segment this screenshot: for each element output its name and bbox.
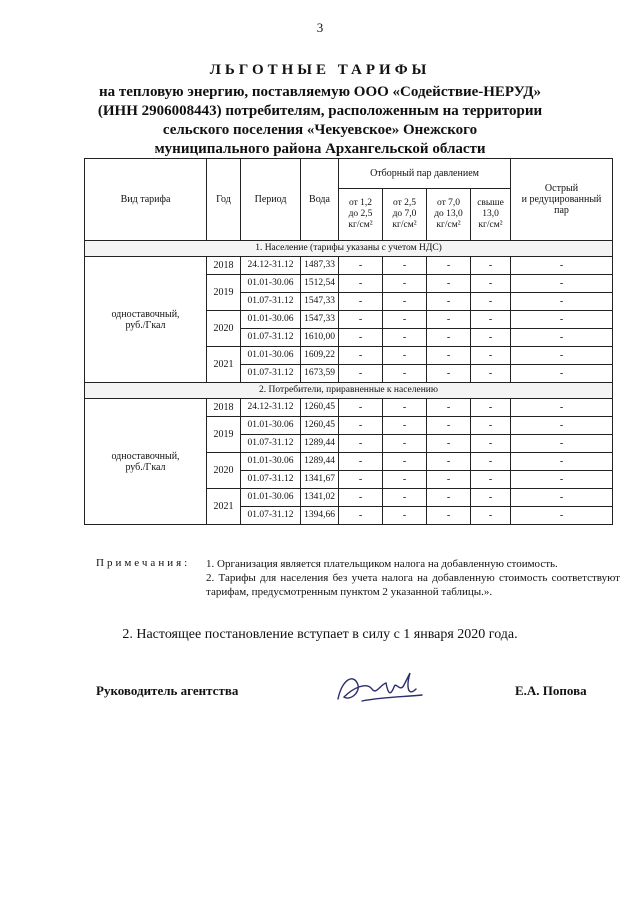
header-steam-1: от 1,2 до 2,5 кг/см² bbox=[339, 189, 383, 241]
year-cell: 2020 bbox=[207, 453, 241, 489]
subtitle-line-2: (ИНН 2906008443) потребителям, расположенным на территории bbox=[97, 103, 543, 119]
empty-tariff-cell: - bbox=[471, 471, 511, 489]
tariff-table bbox=[84, 158, 613, 525]
subtitle-line-3: сельского поселения «Чекуевское» Онежского bbox=[162, 122, 478, 138]
empty-tariff-cell: - bbox=[383, 275, 427, 293]
empty-tariff-cell: - bbox=[471, 489, 511, 507]
empty-tariff-cell: - bbox=[511, 293, 613, 311]
empty-tariff-cell: - bbox=[511, 329, 613, 347]
year-cell: 2020 bbox=[207, 311, 241, 347]
water-tariff-cell: 1547,33 bbox=[301, 293, 339, 311]
period-cell: 01.07-31.12 bbox=[241, 507, 301, 525]
period-cell: 01.01-30.06 bbox=[241, 347, 301, 365]
note-item-2: 2. Тарифы для населения без учета налога на добавленную стоимость соответствуют тарифам, предусмотренным пунктом 2 указанной таблицы.». bbox=[206, 572, 620, 598]
notes-label: Примечания: bbox=[96, 557, 191, 569]
year-cell: 2019 bbox=[207, 417, 241, 453]
empty-tariff-cell: - bbox=[339, 489, 383, 507]
empty-tariff-cell: - bbox=[427, 435, 471, 453]
signer-title: Руководитель агентства bbox=[96, 683, 239, 698]
period-cell: 01.01-30.06 bbox=[241, 489, 301, 507]
empty-tariff-cell: - bbox=[471, 347, 511, 365]
table-row bbox=[85, 399, 613, 417]
water-tariff-cell: 1673,59 bbox=[301, 365, 339, 383]
empty-tariff-cell: - bbox=[383, 471, 427, 489]
water-tariff-cell: 1260,45 bbox=[301, 399, 339, 417]
period-cell: 24.12-31.12 bbox=[241, 399, 301, 417]
empty-tariff-cell: - bbox=[427, 275, 471, 293]
header-steam-group: Отборный пар давлением bbox=[339, 159, 511, 189]
empty-tariff-cell: - bbox=[511, 417, 613, 435]
water-tariff-cell: 1547,33 bbox=[301, 311, 339, 329]
water-tariff-cell: 1487,33 bbox=[301, 257, 339, 275]
water-tariff-cell: 1394,66 bbox=[301, 507, 339, 525]
period-cell: 01.07-31.12 bbox=[241, 365, 301, 383]
empty-tariff-cell: - bbox=[339, 417, 383, 435]
empty-tariff-cell: - bbox=[427, 471, 471, 489]
empty-tariff-cell: - bbox=[427, 417, 471, 435]
handwritten-signature bbox=[332, 667, 428, 709]
empty-tariff-cell: - bbox=[339, 471, 383, 489]
water-tariff-cell: 1289,44 bbox=[301, 453, 339, 471]
empty-tariff-cell: - bbox=[383, 311, 427, 329]
empty-tariff-cell: - bbox=[511, 311, 613, 329]
year-cell: 2018 bbox=[207, 257, 241, 275]
empty-tariff-cell: - bbox=[427, 347, 471, 365]
header-steam-3: от 7,0 до 13,0 кг/см² bbox=[427, 189, 471, 241]
water-tariff-cell: 1610,00 bbox=[301, 329, 339, 347]
note-item-1: 1. Организация является плательщиком налога на добавленную стоимость. bbox=[206, 558, 558, 570]
table-row bbox=[85, 257, 613, 275]
water-tariff-cell: 1341,02 bbox=[301, 489, 339, 507]
empty-tariff-cell: - bbox=[383, 435, 427, 453]
empty-tariff-cell: - bbox=[339, 453, 383, 471]
empty-tariff-cell: - bbox=[427, 311, 471, 329]
empty-tariff-cell: - bbox=[339, 365, 383, 383]
empty-tariff-cell: - bbox=[383, 489, 427, 507]
empty-tariff-cell: - bbox=[471, 399, 511, 417]
header-tariff-type: Вид тарифа bbox=[85, 159, 207, 241]
empty-tariff-cell: - bbox=[383, 293, 427, 311]
empty-tariff-cell: - bbox=[471, 257, 511, 275]
empty-tariff-cell: - bbox=[339, 329, 383, 347]
empty-tariff-cell: - bbox=[471, 453, 511, 471]
notes-body bbox=[206, 557, 620, 599]
period-cell: 24.12-31.12 bbox=[241, 257, 301, 275]
empty-tariff-cell: - bbox=[339, 275, 383, 293]
section-header-row bbox=[85, 241, 613, 257]
empty-tariff-cell: - bbox=[427, 453, 471, 471]
empty-tariff-cell: - bbox=[471, 417, 511, 435]
empty-tariff-cell: - bbox=[383, 453, 427, 471]
empty-tariff-cell: - bbox=[339, 257, 383, 275]
empty-tariff-cell: - bbox=[383, 347, 427, 365]
period-cell: 01.01-30.06 bbox=[241, 417, 301, 435]
section-header-row bbox=[85, 383, 613, 399]
year-cell: 2018 bbox=[207, 399, 241, 417]
water-tariff-cell: 1609,22 bbox=[301, 347, 339, 365]
tariff-type-cell: одноставочный, руб./Гкал bbox=[85, 257, 207, 383]
empty-tariff-cell: - bbox=[339, 507, 383, 525]
empty-tariff-cell: - bbox=[511, 471, 613, 489]
empty-tariff-cell: - bbox=[471, 275, 511, 293]
water-tariff-cell: 1512,54 bbox=[301, 275, 339, 293]
year-cell: 2021 bbox=[207, 489, 241, 525]
header-steam-2: от 2,5 до 7,0 кг/см² bbox=[383, 189, 427, 241]
empty-tariff-cell: - bbox=[511, 435, 613, 453]
empty-tariff-cell: - bbox=[383, 365, 427, 383]
signer-name: Е.А. Попова bbox=[515, 683, 587, 698]
water-tariff-cell: 1289,44 bbox=[301, 435, 339, 453]
subtitle-line-4: муниципального района Архангельской области bbox=[154, 141, 486, 157]
period-cell: 01.07-31.12 bbox=[241, 435, 301, 453]
empty-tariff-cell: - bbox=[339, 435, 383, 453]
empty-tariff-cell: - bbox=[511, 489, 613, 507]
empty-tariff-cell: - bbox=[471, 365, 511, 383]
empty-tariff-cell: - bbox=[511, 365, 613, 383]
empty-tariff-cell: - bbox=[339, 347, 383, 365]
header-water: Вода bbox=[301, 159, 339, 241]
water-tariff-cell: 1260,45 bbox=[301, 417, 339, 435]
header-period: Период bbox=[241, 159, 301, 241]
period-cell: 01.07-31.12 bbox=[241, 329, 301, 347]
period-cell: 01.01-30.06 bbox=[241, 453, 301, 471]
page-number: 3 bbox=[316, 20, 324, 35]
empty-tariff-cell: - bbox=[427, 365, 471, 383]
empty-tariff-cell: - bbox=[471, 435, 511, 453]
section-title: 2. Потребители, приравненные к населению bbox=[85, 383, 613, 399]
year-cell: 2019 bbox=[207, 275, 241, 311]
empty-tariff-cell: - bbox=[511, 275, 613, 293]
empty-tariff-cell: - bbox=[511, 507, 613, 525]
period-cell: 01.01-30.06 bbox=[241, 311, 301, 329]
empty-tariff-cell: - bbox=[511, 453, 613, 471]
empty-tariff-cell: - bbox=[339, 311, 383, 329]
empty-tariff-cell: - bbox=[427, 329, 471, 347]
empty-tariff-cell: - bbox=[427, 293, 471, 311]
empty-tariff-cell: - bbox=[511, 347, 613, 365]
empty-tariff-cell: - bbox=[511, 257, 613, 275]
period-cell: 01.07-31.12 bbox=[241, 471, 301, 489]
empty-tariff-cell: - bbox=[339, 293, 383, 311]
empty-tariff-cell: - bbox=[511, 399, 613, 417]
period-cell: 01.01-30.06 bbox=[241, 275, 301, 293]
tariff-type-cell: одноставочный, руб./Гкал bbox=[85, 399, 207, 525]
empty-tariff-cell: - bbox=[427, 489, 471, 507]
empty-tariff-cell: - bbox=[427, 507, 471, 525]
empty-tariff-cell: - bbox=[383, 507, 427, 525]
empty-tariff-cell: - bbox=[471, 293, 511, 311]
section-title: 1. Население (тарифы указаны с учетом НДС) bbox=[85, 241, 613, 257]
empty-tariff-cell: - bbox=[471, 507, 511, 525]
header-year: Год bbox=[207, 159, 241, 241]
empty-tariff-cell: - bbox=[383, 257, 427, 275]
year-cell: 2021 bbox=[207, 347, 241, 383]
empty-tariff-cell: - bbox=[383, 417, 427, 435]
empty-tariff-cell: - bbox=[471, 311, 511, 329]
empty-tariff-cell: - bbox=[427, 257, 471, 275]
header-steam-4: свыше 13,0 кг/см² bbox=[471, 189, 511, 241]
header-sharp-steam: Острый и редуцированный пар bbox=[511, 159, 613, 241]
empty-tariff-cell: - bbox=[383, 329, 427, 347]
empty-tariff-cell: - bbox=[471, 329, 511, 347]
empty-tariff-cell: - bbox=[339, 399, 383, 417]
subtitle-line-1: на тепловую энергию, поставляемую ООО «Содействие-НЕРУД» bbox=[98, 84, 542, 100]
period-cell: 01.07-31.12 bbox=[241, 293, 301, 311]
water-tariff-cell: 1341,67 bbox=[301, 471, 339, 489]
empty-tariff-cell: - bbox=[383, 399, 427, 417]
final-statement: 2. Настоящее постановление вступает в силу с 1 января 2020 года. bbox=[122, 627, 518, 642]
empty-tariff-cell: - bbox=[427, 399, 471, 417]
document-title: ЛЬГОТНЫЕ ТАРИФЫ bbox=[209, 62, 431, 78]
